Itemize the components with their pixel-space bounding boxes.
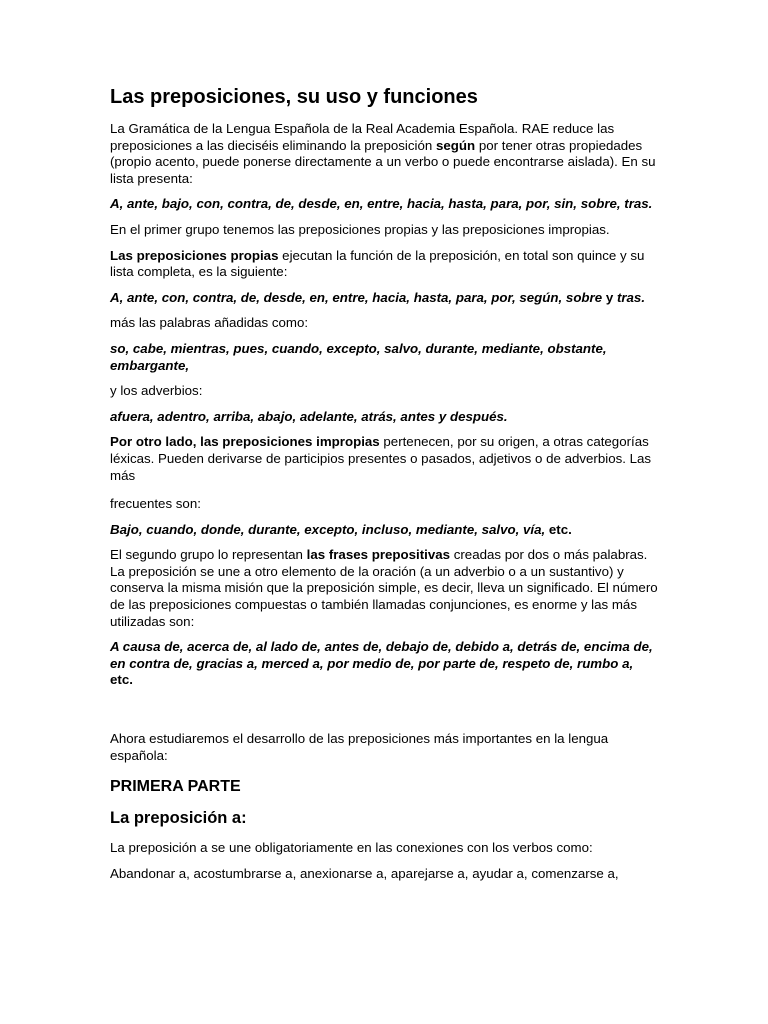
bold-run: Las preposiciones propias [110,247,279,263]
italic-run: A, ante, con, contra, de, desde, en, entre, hacia, hasta, para, por, según, sobre [110,289,603,305]
paragraph-study-intro: Ahora estudiaremos el desarrollo de las preposiciones más importantes en la lengua española: [110,731,609,763]
bold-run: Por otro lado, las preposiciones impropias [110,434,380,450]
text-run: El segundo grupo lo representan [110,547,307,563]
paragraph-intro [110,121,658,187]
italic-run: A causa de, acerca de, al lado de, antes de, debajo de, debido a, detrás de, encima de, en contra de, gracias a, merced a, por medio de, por parte de, respeto de, rumbo a, [110,639,653,671]
italic-run: Bajo, cuando, donde, durante, excepto, incluso, mediante, salvo, vía, [110,521,546,537]
bold-run: según [435,137,476,153]
paragraph-groups: En el primer grupo tenemos las preposiciones propias y las preposiciones impropias. [110,221,610,237]
text-run: La Gramática de la Lengua Española de la Real Academia Española. RAE reduce las preposiciones a las dieciséis eliminando la preposición [110,121,615,153]
paragraph-propias [110,248,658,281]
paragraph-frases-prepositivas [110,547,658,630]
paragraph-preposicion-a: La preposición a se une obligatoriamente en las conexiones con los verbos como: [110,840,593,856]
added-words-list: so, cabe, mientras, pues, cuando, excepto, salvo, durante, mediante, obstante, embargante, [110,340,607,373]
paragraph-frequent: frecuentes son: [110,496,201,512]
section-heading-preposicion-a: La preposición a: [110,809,247,828]
blank-space [110,698,658,731]
document-title: Las preposiciones, su uso y funciones [110,86,478,108]
impropias-list [110,522,658,539]
italic-run: tras. [616,289,646,305]
document-page [110,84,658,891]
frases-prepositivas-list [110,639,658,689]
preposition-list-propias [110,290,658,307]
text-run: pertenecen, por su origen, a otras categorías léxicas. Pueden derivarse de participios presentes o pasados, adjetivos o de adverbios. Las más [110,434,652,483]
text-run: etc. [110,672,133,688]
paragraph-verbs-list: Abandonar a, acostumbrarse a, anexionarse a, aparejarse a, ayudar a, comenzarse a, [110,865,619,881]
paragraph-added-words: más las palabras añadidas como: [110,315,309,331]
text-run: por tener otras propiedades (propio acento, puede ponerse directamente a un verbo o puede encontrarse aislada). En su lista presenta: [110,137,656,186]
text-run: ejecutan la función de la preposición, en total son quince y su lista completa, es la siguiente: [110,247,645,280]
paragraph-impropias [110,434,658,484]
text-run: y [602,289,617,305]
section-heading-primera-parte: PRIMERA PARTE [110,778,241,796]
adverbs-list: afuera, adentro, arriba, abajo, adelante, atrás, antes y después. [110,408,508,424]
text-run: creadas por dos o más palabras. La preposición se une a otro elemento de la oración (a un adverbio o a un sustantivo) y conserva la misma misión que la preposición simple, es decir, lleva un significado. El número de las preposiciones compuestas o también llamadas conjunciones, es enorme y las más utilizadas son: [110,547,658,629]
preposition-list-rae: A, ante, bajo, con, contra, de, desde, en, entre, hacia, hasta, para, por, sin, sobre, tras. [110,196,653,212]
bold-run: las frases prepositivas [306,547,451,563]
text-run: etc. [545,521,572,537]
paragraph-adverbs: y los adverbios: [110,383,203,399]
